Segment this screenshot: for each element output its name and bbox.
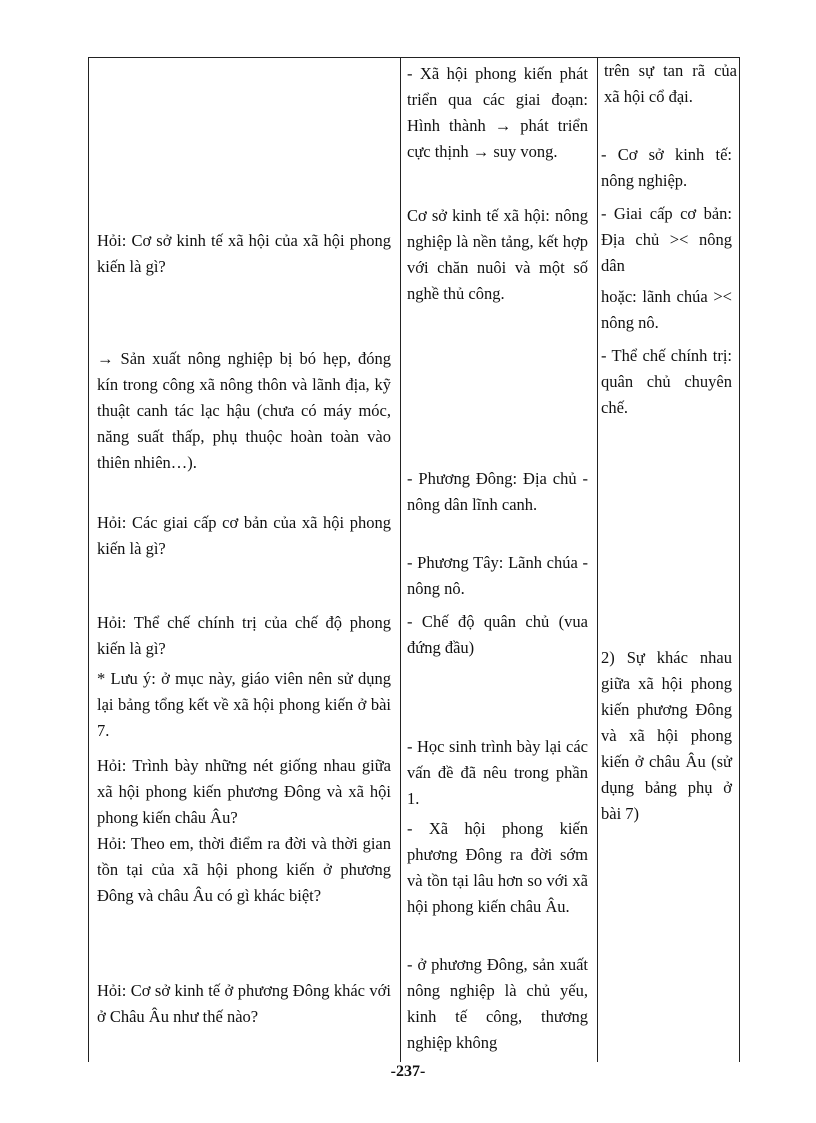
question-economic-basis: Hỏi: Cơ sở kinh tế xã hội của xã hội phong kiến là gì? (97, 231, 391, 276)
note-agriculture-limits: → Sản xuất nông nghiệp bị bó hẹp, đóng kín trong công xã nông thôn và lãnh địa, kỹ thuật canh tác lạc hậu (chưa có máy móc, năng suất thấp, phụ thuộc hoàn toàn vào thiên nhiên…). (97, 349, 391, 472)
question-political-system: Hỏi: Thể chế chính trị của chế độ phong kiến là gì? (97, 613, 391, 658)
section-2-differences: 2) Sự khác nhau giữa xã hội phong kiến phương Đông và xã hội phong kiến ở châu Âu (sử dụng bảng phụ ở bài 7) (601, 648, 732, 823)
answer-development-stages: - Xã hội phong kiến phát triển qua các giai đoạn: Hình thành → phát triển cực thịnh → suy vong. (407, 64, 588, 161)
page-number: -237- (390, 1063, 426, 1080)
summary-political-system: - Thể chế chính trị: quân chủ chuyên chế. (601, 346, 732, 417)
question-similarities: Hỏi: Trình bày những nét giống nhau giữa xã hội phong kiến phương Đông và xã hội phong kiến châu Âu? (97, 756, 391, 827)
answer-economic-basis: Cơ sở kinh tế xã hội: nông nghiệp là nền tảng, kết hợp với chăn nuôi và một số nghề thủ công. (407, 206, 588, 303)
question-social-classes: Hỏi: Các giai cấp cơ bản của xã hội phong kiến là gì? (97, 513, 391, 558)
key-content-overlay (596, 57, 740, 1062)
answer-west-classes: - Phương Tây: Lãnh chúa - nông nô. (407, 553, 588, 598)
answer-east-classes: - Phương Đông: Địa chủ - nông dân lĩnh canh. (407, 469, 588, 514)
answer-student-presentation: - Học sinh trình bày lại các vấn đề đã nêu trong phần 1. (407, 737, 588, 808)
answer-east-agriculture: - ở phương Đông, sản xuất nông nghiệp là chủ yếu, kinh tế công, thương nghiệp không (407, 955, 588, 1052)
summary-classes-west: hoặc: lãnh chúa >< nông nô. (601, 287, 732, 332)
student-activity-column (400, 58, 597, 1062)
question-economy-differences: Hỏi: Cơ sở kinh tế ở phương Đông khác với ở Châu Âu như thế nào? (97, 981, 391, 1026)
summary-economic-basis: - Cơ sở kinh tế: nông nghiệp. (601, 145, 732, 190)
teacher-activity-column (89, 58, 400, 1062)
summary-ancient-collapse: trên sự tan rã của xã hội cổ đại. (604, 61, 737, 106)
answer-east-earlier: - Xã hội phong kiến phương Đông ra đời sớm và tồn tại lâu hơn so với xã hội phong kiến châu Âu. (407, 819, 588, 916)
question-timing-differences: Hỏi: Theo em, thời điểm ra đời và thời gian tồn tại của xã hội phong kiến ở phương Đông và châu Âu có gì khác biệt? (97, 834, 391, 905)
summary-classes-east: - Giai cấp cơ bản: Địa chủ >< nông dân (601, 204, 732, 275)
teacher-note: * Lưu ý: ở mục này, giáo viên nên sử dụng lại bảng tổng kết về xã hội phong kiến ở bài 7. (97, 669, 391, 740)
answer-political-system: - Chế độ quân chủ (vua đứng đầu) (407, 612, 588, 657)
